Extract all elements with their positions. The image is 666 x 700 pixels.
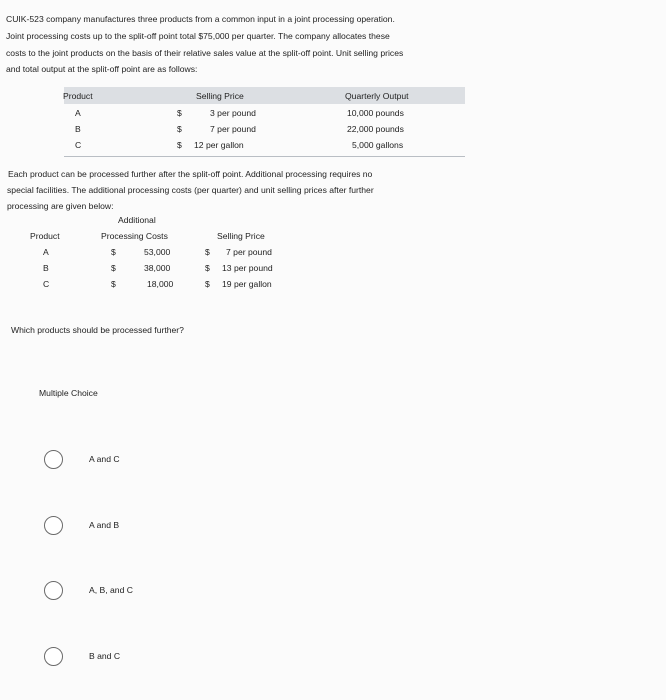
row-output: 10,000 pounds — [347, 108, 404, 118]
row-product: A — [75, 108, 81, 118]
row-selling-price: 12 per gallon — [194, 140, 244, 150]
col-header-processing-costs: Processing Costs — [101, 231, 168, 241]
row-product: C — [75, 140, 82, 150]
radio-button[interactable] — [44, 647, 63, 666]
row-output: 22,000 pounds — [347, 124, 404, 134]
choice-label: A and C — [89, 454, 120, 464]
choice-option[interactable] — [44, 647, 244, 677]
col-header-product: Product — [30, 231, 60, 241]
col-header-product: Product — [63, 91, 93, 101]
row-selling-price: 19 per gallon — [222, 279, 272, 289]
row-cost: 18,000 — [147, 279, 174, 289]
row-dollar: $ — [177, 124, 182, 134]
intro-line: CUIK-523 company manufactures three products from a common input in a joint processing operation. — [6, 14, 395, 24]
row-dollar: $ — [111, 263, 116, 273]
row-product: C — [43, 279, 50, 289]
row-product: B — [43, 263, 49, 273]
choice-option[interactable] — [44, 450, 244, 480]
question-text: Which products should be processed further? — [11, 325, 184, 335]
radio-button[interactable] — [44, 581, 63, 600]
row-product: B — [75, 124, 81, 134]
row-dollar: $ — [177, 140, 182, 150]
row-cost: 38,000 — [144, 263, 171, 273]
row-dollar: $ — [205, 247, 210, 257]
row-selling-price: 13 per pound — [222, 263, 273, 273]
intro-line: Joint processing costs up to the split-off point total $75,000 per quarter. The company allocates these — [6, 30, 390, 41]
col-header-selling-price: Selling Price — [217, 231, 265, 241]
choice-label: A and B — [89, 520, 120, 530]
col-header-additional: Additional — [118, 215, 156, 225]
row-dollar: $ — [177, 108, 182, 118]
intro-line: and total output at the split-off point are as follows: — [6, 64, 198, 75]
desc-line: processing are given below: — [7, 201, 114, 212]
problem-intro — [6, 11, 461, 78]
row-cost: 53,000 — [144, 247, 171, 257]
radio-button[interactable] — [44, 450, 63, 469]
intro-line: costs to the joint products on the basis of their relative sales value at the split-off point. Unit selling prices — [6, 47, 404, 58]
choice-option[interactable] — [44, 581, 244, 611]
splitoff-table — [64, 87, 465, 157]
row-selling-price: 7 per pound — [210, 124, 256, 134]
row-selling-price: 3 per pound — [210, 108, 256, 118]
multiple-choice-title: Multiple Choice — [39, 388, 98, 398]
row-dollar: $ — [111, 279, 116, 289]
table-bottom-rule — [64, 156, 465, 157]
row-dollar: $ — [205, 263, 210, 273]
choice-label: A, B, and C — [89, 585, 133, 595]
desc-line: special facilities. The additional processing costs (per quarter) and unit selling prices after further — [7, 185, 374, 196]
row-dollar: $ — [111, 247, 116, 257]
row-output: 5,000 gallons — [352, 140, 404, 150]
row-selling-price: 7 per pound — [226, 247, 272, 257]
further-processing-table — [24, 215, 284, 295]
col-header-quarterly-output: Quarterly Output — [345, 91, 409, 101]
choice-option[interactable] — [44, 516, 244, 546]
further-processing-text — [8, 166, 374, 215]
row-dollar: $ — [205, 279, 210, 289]
col-header-selling-price: Selling Price — [196, 91, 244, 101]
radio-button[interactable] — [44, 516, 63, 535]
desc-line: Each product can be processed further after the split-off point. Additional processing requires no — [8, 169, 373, 179]
choice-label: B and C — [89, 651, 121, 661]
row-product: A — [43, 247, 49, 257]
